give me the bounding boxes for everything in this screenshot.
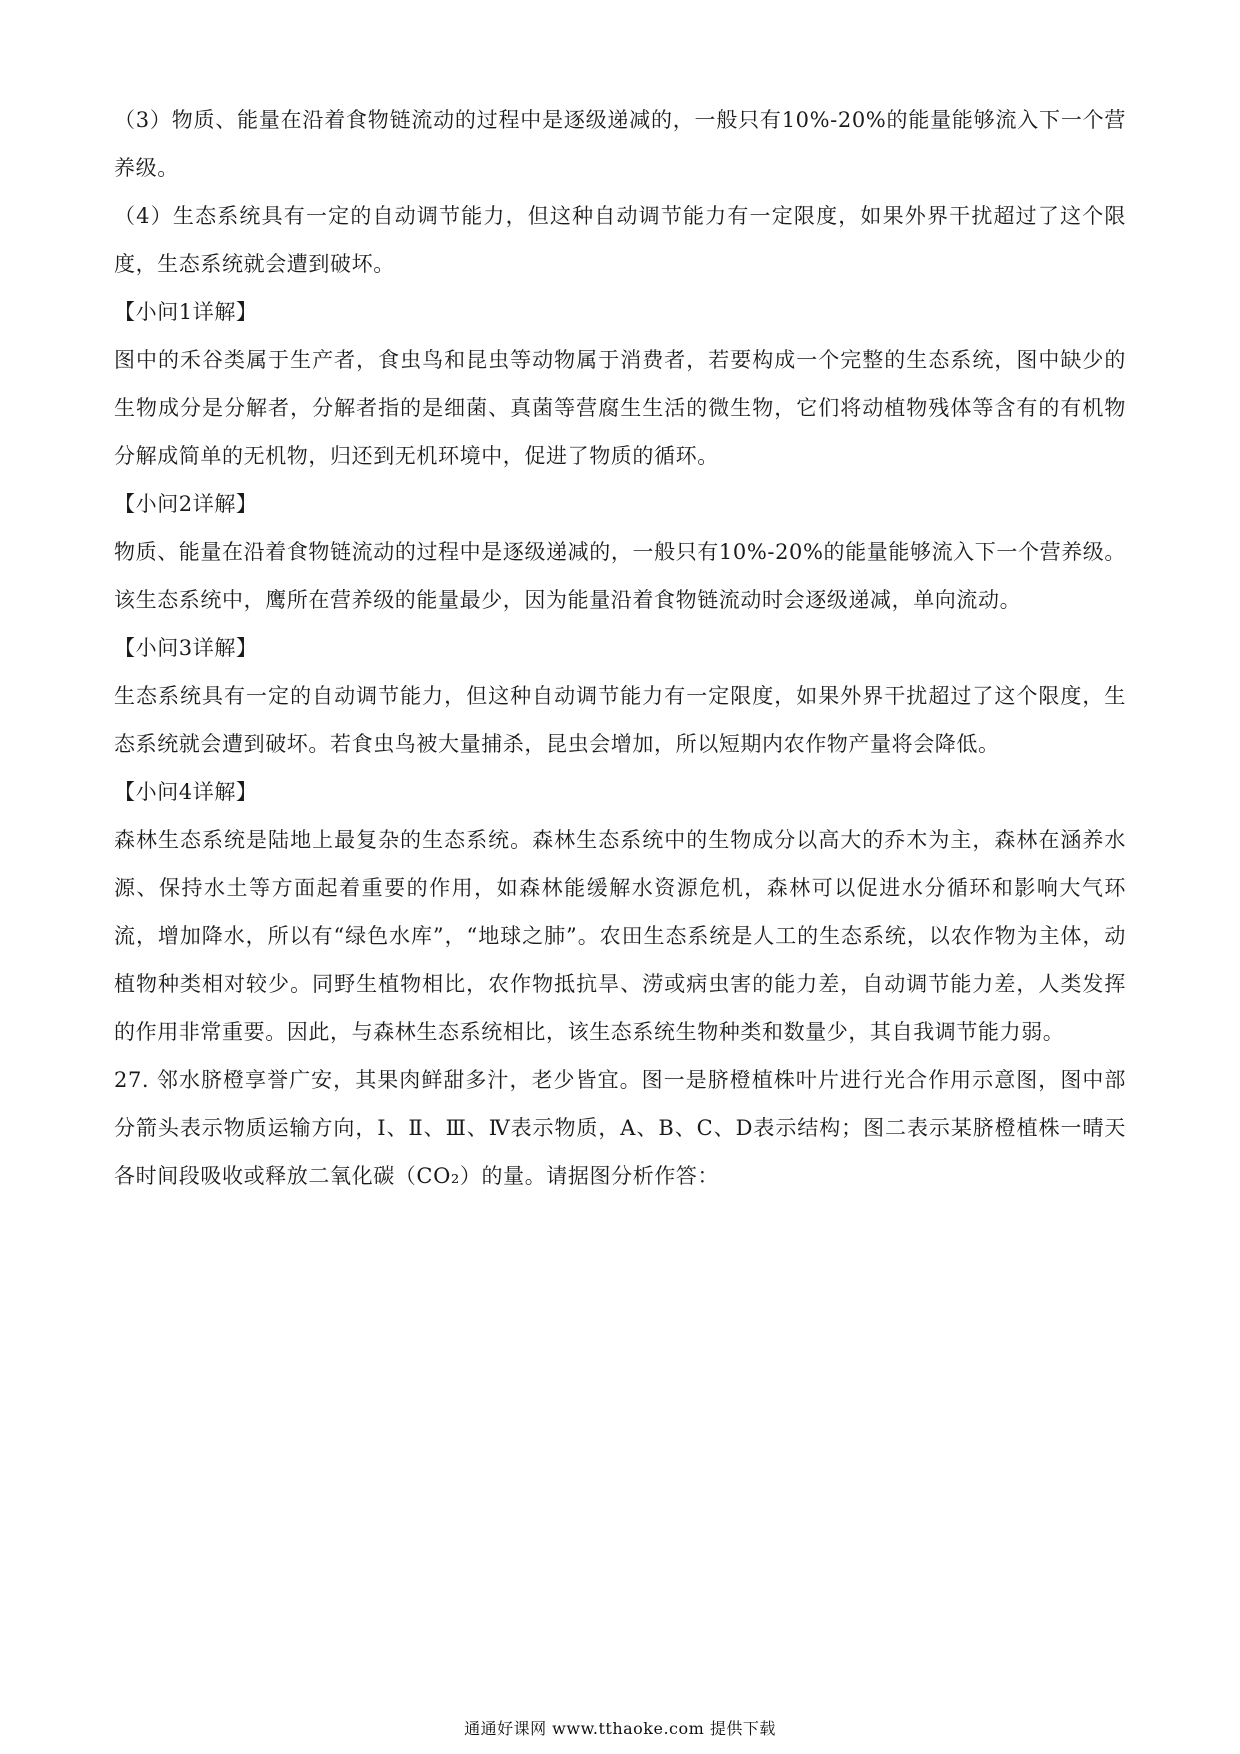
heading-subquestion-3: 【小问3详解】 <box>114 636 258 660</box>
page-footer: 通通好课网 www.tthaoke.com 提供下载 <box>464 1719 776 1738</box>
paragraph-point-4: （4）生态系统具有一定的自动调节能力，但这种自动调节能力有一定限度，如果外界干扰超过了这个限度，生态系统就会遭到破坏。 <box>114 204 1126 276</box>
heading-subquestion-4: 【小问4详解】 <box>114 780 258 804</box>
paragraph-subquestion-2: 物质、能量在沿着食物链流动的过程中是逐级递减的，一般只有10%-20%的能量能够流入下一个营养级。该生态系统中，鹰所在营养级的能量最少，因为能量沿着食物链流动时会逐级递减，单向流动。 <box>114 540 1126 612</box>
paragraph-subquestion-4: 森林生态系统是陆地上最复杂的生态系统。森林生态系统中的生物成分以高大的乔木为主，森林在涵养水源、保持水土等方面起着重要的作用，如森林能缓解水资源危机，森林可以促进水分循环和影响大气环流，增加降水，所以有“绿色水库”，“地球之肺”。农田生态系统是人工的生态系统，以农作物为主体，动植物种类相对较少。同野生植物相比，农作物抵抗旱、涝或病虫害的能力差，自动调节能力差，人类发挥的作用非常重要。因此，与森林生态系统相比，该生态系统生物种类和数量少，其自我调节能力弱。 <box>114 828 1126 1044</box>
question-27: 27. 邻水脐橙享誉广安，其果肉鲜甜多汁，老少皆宜。图一是脐橙植株叶片进行光合作用示意图，图中部分箭头表示物质运输方向，Ⅰ、Ⅱ、Ⅲ、Ⅳ表示物质，A、B、C、D表示结构；图二表示某脐橙植株一晴天各时间段吸收或释放二氧化碳（CO₂）的量。请据图分析作答： <box>114 1068 1126 1188</box>
heading-subquestion-2: 【小问2详解】 <box>114 492 258 516</box>
heading-subquestion-1: 【小问1详解】 <box>114 300 258 324</box>
paragraph-subquestion-1: 图中的禾谷类属于生产者，食虫鸟和昆虫等动物属于消费者，若要构成一个完整的生态系统，图中缺少的生物成分是分解者，分解者指的是细菌、真菌等营腐生生活的微生物，它们将动植物残体等含有的有机物分解成简单的无机物，归还到无机环境中，促进了物质的循环。 <box>114 348 1126 468</box>
paragraph-subquestion-3: 生态系统具有一定的自动调节能力，但这种自动调节能力有一定限度，如果外界干扰超过了这个限度，生态系统就会遭到破坏。若食虫鸟被大量捕杀，昆虫会增加，所以短期内农作物产量将会降低。 <box>114 684 1126 756</box>
document-body <box>114 96 1126 1200</box>
paragraph-point-3: （3）物质、能量在沿着食物链流动的过程中是逐级递减的，一般只有10%-20%的能量能够流入下一个营养级。 <box>114 108 1126 180</box>
